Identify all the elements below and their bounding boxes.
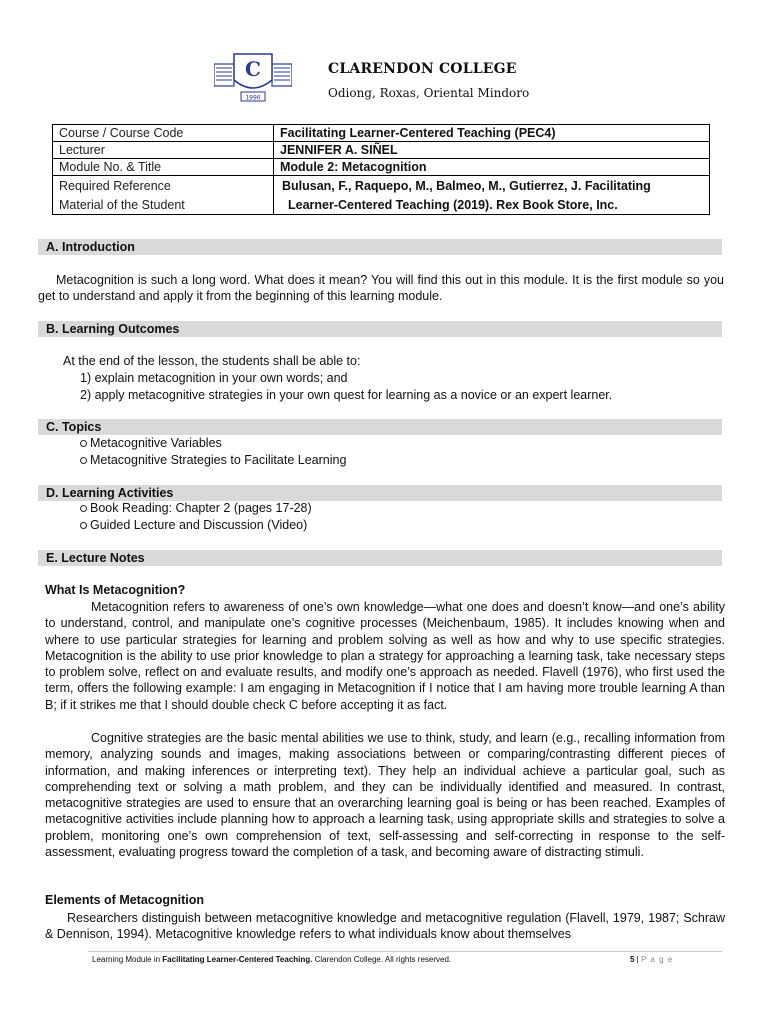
- paragraph: Metacognition refers to awareness of one’s own knowledge—what one does and doesn’t know—and one’s ability to understand, control, and manipulate one’s cognitive processes (Meichenbaum, 1985). It includes knowing when and where to use particular strategies for learning and problem solving as well as how and why to use specific strategies. Metacognition is the ability to use prior knowledge to plan a strategy for approaching a learning task, take necessary steps to problem solve, reflect on and evaluate results, and modify one’s approach as needed. Flavell (1976), who first used the term, offers the following example: I am engaging in Metacognition if I notice that I am having more trouble learning A than B; if it strikes me that I should double check C before accepting it as fact.: [45, 600, 725, 712]
- row-label: Course / Course Code: [53, 125, 274, 142]
- list-item: Guided Lecture and Discussion (Video): [80, 517, 307, 533]
- subheading-elements-of-metacognition: Elements of Metacognition: [45, 893, 205, 907]
- bullet-icon: [80, 457, 87, 464]
- row-value: Module 2: Metacognition: [274, 159, 710, 176]
- bullet-icon: [80, 522, 87, 529]
- table-row: [53, 142, 710, 159]
- footer-divider: [88, 951, 722, 952]
- list-item: Metacognitive Strategies to Facilitate Learning: [80, 452, 346, 468]
- section-heading-introduction: A. Introduction: [38, 239, 722, 255]
- outcome-item: 2) apply metacognitive strategies in your own quest for learning as a novice or an expert learner.: [80, 388, 613, 402]
- college-name: CLARENDON COLLEGE: [328, 61, 517, 77]
- section-heading-activities: D. Learning Activities: [38, 485, 722, 501]
- footer-text: Learning Module in Facilitating Learner-Centered Teaching. Clarendon College. All rights reserved.: [92, 955, 452, 964]
- logo-year: 1996: [245, 94, 261, 102]
- section-heading-outcomes: B. Learning Outcomes: [38, 321, 722, 337]
- bullet-icon: [80, 440, 87, 447]
- list-item: Metacognitive Variables: [80, 435, 222, 451]
- bullet-icon: [80, 505, 87, 512]
- section-heading-topics: C. Topics: [38, 419, 722, 435]
- section-heading-lecture-notes: E. Lecture Notes: [38, 550, 722, 566]
- paragraph: Cognitive strategies are the basic mental abilities we use to think, study, and learn (e.g., recalling information from memory, analyzing sounds and images, making associations between or comparing/contrasting different pieces of information, and making inferences or interpreting text). They help an individual achieve a particular goal, such as comprehending text or solving a math problem, and they can be individually identified and measured. In contrast, metacognitive strategies are used to ensure that an overarching learning goal is being or has been reached. Examples of metacognitive activities include planning how to approach a learning task, using appropriate skills and strategies to solve a problem, monitoring one’s own comprehension of text, self-assessing and self-correcting in response to the self-assessment, evaluating progress toward the completion of a task, and becoming aware of distracting stimuli.: [45, 731, 725, 860]
- row-label: Lecturer: [53, 142, 274, 159]
- row-value: Facilitating Learner-Centered Teaching (PEC4): [274, 125, 710, 142]
- table-row: [53, 159, 710, 176]
- row-label: Module No. & Title: [53, 159, 274, 176]
- row-value: Bulusan, F., Raquepo, M., Balmeo, M., Gutierrez, J. Facilitating: [274, 176, 710, 197]
- table-row: [53, 196, 710, 215]
- college-logo: [214, 50, 292, 104]
- subheading-what-is-metacognition: What Is Metacognition?: [45, 583, 186, 597]
- outcome-item: 1) explain metacognition in your own words; and: [80, 371, 348, 385]
- intro-paragraph: Metacognition is such a long word. What does it mean? You will find this out in this module. It is the first module so you get to understand and apply it from the beginning of this learning module.: [38, 273, 724, 304]
- paragraph: Researchers distinguish between metacognitive knowledge and metacognitive regulation (Flavell, 1979, 1987; Schraw & Dennison, 1994). Metacognitive knowledge refers to what individuals know about themselves: [45, 911, 725, 942]
- outcomes-lead: At the end of the lesson, the students shall be able to:: [63, 354, 361, 368]
- row-label: Required Reference: [53, 176, 274, 197]
- list-item: Book Reading: Chapter 2 (pages 17-28): [80, 500, 312, 516]
- table-row: [53, 125, 710, 142]
- row-value: JENNIFER A. SIÑEL: [274, 142, 710, 159]
- table-row: [53, 176, 710, 197]
- row-value: Learner-Centered Teaching (2019). Rex Book Store, Inc.: [274, 196, 710, 215]
- row-label: Material of the Student: [53, 196, 274, 215]
- page-number: 5 | P a g e: [630, 955, 674, 964]
- logo-letter: C: [245, 57, 261, 81]
- college-address: Odiong, Roxas, Oriental Mindoro: [328, 86, 530, 100]
- course-info-table: [52, 124, 710, 215]
